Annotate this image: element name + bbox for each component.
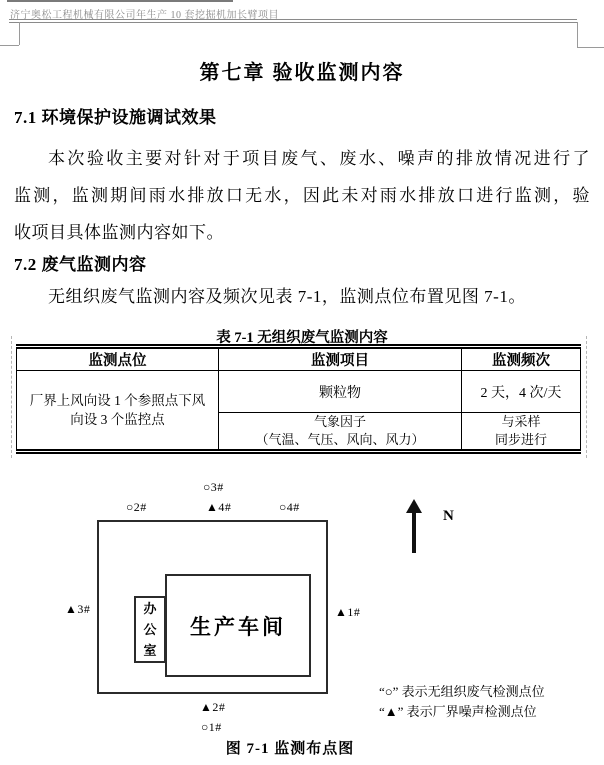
monitor-point-noise-3: ▲3#: [65, 602, 91, 616]
header-underline: [9, 19, 577, 23]
page-header-text: 济宁奥松工程机械有限公司年生产 10 套挖掘机加长臂项目: [10, 10, 279, 21]
monitor-point-gas-4: ○4#: [279, 500, 300, 514]
monitor-point-noise-2: ▲2#: [200, 700, 226, 714]
section-7-2-heading: 7.2 废气监测内容: [14, 255, 147, 274]
cell-line: 气象因子: [313, 414, 366, 429]
text-boundary-step-right-h: [577, 47, 604, 48]
cell-monitoring-point: [17, 371, 219, 452]
monitor-point-gas-2: ○2#: [126, 500, 147, 514]
col-header-item: 监测项目: [219, 347, 462, 371]
paragraph-line: 监测，监测期间雨水排放口无水，因此未对雨水排放口进行监测，验: [14, 186, 590, 205]
text-boundary-dash-right: [586, 336, 587, 458]
monitoring-layout-figure: [0, 470, 604, 765]
workshop-box: [165, 574, 311, 677]
text-boundary-step-left-h: [0, 45, 19, 46]
workshop-label: 生产车间: [190, 614, 286, 639]
paragraph-line: 本次验收主要对针对于项目废气、废水、噪声的排放情况进行了: [48, 149, 590, 168]
chapter-title: 第七章 验收监测内容: [199, 62, 405, 84]
point-cell-line: 厂界上风向设 1 个参照点下风: [29, 393, 206, 408]
north-arrow-icon: [412, 512, 416, 553]
text-boundary-dash-left: [11, 336, 12, 458]
table-caption: 表 7-1 无组织废气监测内容: [216, 330, 388, 346]
cell-frequency-particulate: 2 天，4 次/天: [462, 371, 581, 413]
legend-gas-points: “○” 表示无组织废气检测点位: [379, 684, 545, 699]
paragraph-line: 收项目具体监测内容如下。: [14, 223, 224, 242]
section-7-2-paragraph: [14, 278, 590, 315]
office-label: 办公室: [143, 601, 157, 658]
cell-item-particulate: 颗粒物: [219, 371, 462, 413]
cell-item-meteorology: [219, 413, 462, 452]
top-edge-line: [7, 0, 233, 2]
section-7-1-paragraph: [14, 140, 590, 251]
monitor-point-gas-1: ○1#: [201, 720, 222, 734]
cell-frequency-meteorology: [462, 413, 581, 452]
office-box: [134, 596, 166, 663]
cell-line: 同步进行: [494, 432, 547, 447]
north-arrow-head-icon: [406, 499, 422, 513]
text-boundary-step-left: [19, 22, 20, 45]
col-header-frequency: 监测频次: [462, 347, 581, 371]
monitor-point-gas-3: ○3#: [203, 480, 224, 494]
monitor-point-noise-4: ▲4#: [206, 500, 232, 514]
point-cell-line: 向设 3 个监控点: [70, 412, 165, 427]
figure-caption: 图 7-1 监测布点图: [225, 741, 355, 757]
legend-noise-points: “▲” 表示厂界噪声检测点位: [379, 704, 537, 719]
monitoring-table: [16, 344, 581, 454]
cell-line: 与采样: [501, 414, 541, 429]
paragraph-line: 无组织废气监测内容及频次见表 7-1，监测点位布置见图 7-1。: [48, 287, 526, 306]
monitor-point-noise-1: ▲1#: [335, 605, 361, 619]
col-header-point: 监测点位: [17, 347, 219, 371]
cell-line: （气温、气压、风向、风力）: [255, 432, 425, 447]
north-label: N: [443, 508, 454, 524]
section-7-1-heading: 7.1 环境保护设施调试效果: [14, 108, 217, 127]
table-header-row: [17, 347, 581, 371]
table-row: [17, 371, 581, 413]
text-boundary-step-right: [577, 22, 578, 47]
